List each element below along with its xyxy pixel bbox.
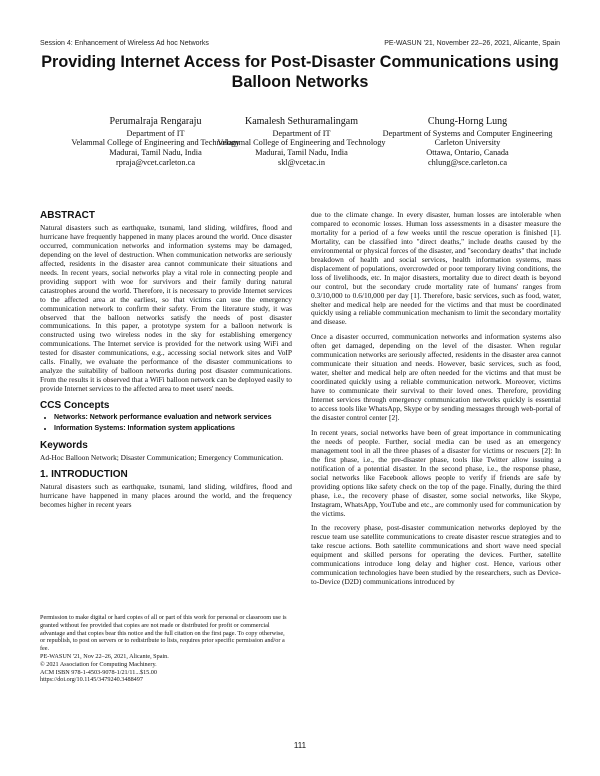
author-affiliation: Velammal College of Engineering and Technology <box>71 138 240 148</box>
author-email: skl@vcetac.in <box>277 157 326 167</box>
ccs-item: • Networks: Network performance evaluation and network services <box>54 414 292 423</box>
body-paragraph: In the recovery phase, post-disaster communication networks deployed by the rescue team use satellite communications to create disaster rescue strategies and to take rescue actions. Both satellite communications and short wave need special equipment and skilled persons for operating the devices. Further, satellite communications introduce long delay and higher cost. Hence, various other communication technologies have been studied by the researchers, such as Device-to-Device (D2D) communications introduced by <box>311 523 561 587</box>
author-affiliation: Department of IT <box>126 128 185 138</box>
body-paragraph: In recent years, social networks have been of great importance in communicating the needs of people. Further, social media can be used as an emergency management tool in all the three phases of a disaster for victims or rescuers [2]: In the first phase, i.e., the pre-disaster phase, tools like Twitter allow issuing a notification of a potential disaster. In the second phase, i.e., the response phase, social networks like Facebook allows people to verify if friends are safe by providing options like safety check on the top of the page. Finally, during the third phase, i.e., the recovery phase of disaster, some social networks, like Skype, Instagram, WhatsApp, YouTube and etc., are commonly used for communication by the victims. <box>311 427 561 518</box>
conference-line: PE-WASUN '21, Nov 22–26, 2021, Alicante, Spain. <box>40 652 169 660</box>
author-location: Ottawa, Ontario, Canada <box>426 148 509 158</box>
author-name: Kamalesh Sethuramalingam <box>244 116 359 127</box>
permission-notice: Permission to make digital or hard copies of all or part of this work for personal or classroom use is granted without fee provided that copies are not made or distributed for profit or commercial advantage and that copies bear this notice and the full citation on the first page. To copy otherwise, or republish, to post on servers or to redistribute to lists, requires prior specific permission and/or a fee. <box>40 614 287 653</box>
running-header-left: Session 4: Enhancement of Wireless Ad hoc Networks <box>40 40 209 47</box>
author-block-3 <box>380 117 555 168</box>
author-name: Chung-Horng Lung <box>427 116 508 127</box>
doi-link[interactable]: https://doi.org/10.1145/3479240.3488497 <box>40 676 143 684</box>
isbn-line: ACM ISBN 978-1-4503-9078-1/21/11...$15.00 <box>40 668 157 676</box>
author-email: rpraja@vcet.carleton.ca <box>115 157 196 167</box>
ccs-item: • Information Systems: Information system applications <box>54 425 292 434</box>
introduction-heading: 1. INTRODUCTION <box>40 468 128 480</box>
page-number: 111 <box>293 741 307 750</box>
author-location: Madurai, Tamil Nadu, India <box>255 148 348 158</box>
author-name: Perumalraja Rengaraju <box>109 116 202 127</box>
running-header-right: PE-WASUN '21, November 22–26, 2021, Alicante, Spain <box>384 40 560 47</box>
author-email: chlung@sce.carleton.ca <box>427 157 508 167</box>
body-paragraph: due to the climate change. In every disaster, human losses are intolerable when compared to economic losses. Human loss assessments in a disaster measure the mortality for a period of a few weeks until the rescue operation is finished [1]. Mortality, can be classified into "direct deaths," include deaths caused by the environmental or physical forces of the disaster, and "secondary deaths" that include breakdown of health and social services, health information systems, mass displacement of populations, overcrowded or poor temporary living conditions, the loss of livelihoods, etc. In major disasters, mortality due to direct death is beyond our control, but the secondary crude mortality rate of humans' ranges from 0.3/10,000 to 0.6/10,000 per day [1]. Therefore, basic services, such as food, water, shelter and medical help are needed for the victims and that must be coordinated quickly using a reliable communication mechanism to limit the secondary mortality and disease. <box>311 210 561 327</box>
author-block-2 <box>214 117 389 168</box>
author-affiliation: Department of Systems and Computer Engineering <box>382 128 553 138</box>
copyright-line: © 2021 Association for Computing Machinery. <box>40 660 157 668</box>
body-paragraph: Once a disaster occurred, communication networks and information systems also often get damaged, depending on the level of the disaster. When regular communication networks are seriously affected, residents in the disaster area cannot communicate their situation and needs. However, basic services, such as food, water, shelter and medical help are often needed for the victims and that must be coordinated quickly using a reliable communication network. Moreover, victims have to communicate their survival to their loved ones. Therefore, providing Internet services through emergency communication networks quickly is essential to access tools like WhatsApp, Skype or by sending messages through web-portal of the disaster control center [2]. <box>311 332 561 422</box>
ccs-heading: CCS Concepts <box>40 400 110 412</box>
author-affiliation: Velammal College of Engineering and Technology <box>217 138 386 148</box>
author-affiliation: Carleton University <box>434 138 501 148</box>
paper-title: Providing Internet Access for Post-Disaster Communications using Balloon Networks <box>41 53 559 91</box>
author-affiliation: Department of IT <box>272 128 331 138</box>
abstract-text: Natural disasters such as earthquake, tsunami, land sliding, wildfires, flood and hurricane have frequently happened in many places around the world. Once disaster occurred, communication networks and information systems may be damaged, depending on the level of destruction. When communication networks are seriously affected, residents in the disaster area cannot communicate their situations and needs. In recent years, social networks play a vital role in connecting people and providing support with woe for survivors and their family during natural catastrophes around the world. Therefore, it is necessary to provide Internet services to the affected area at the earliest, so that victims can use the emergency communication network to confirm their safety. From the literature study, it was observed that the balloon networks satisfy the needs of post disaster communications. In this paper, a prototype system for a balloon network is constructed using two wireless nodes in the sky for establishing emergency communications. The Internet service is provided for the network using WiFi and tested for disaster communications, e.g., accessing social network sites and VoIP calls. Finally, we evaluate the performance of the disaster communications to analyze the suitability of balloon networks during post disaster communications. From the results it is observed that a WiFi balloon network can be deployed easily to provide Internet services to the affected area to meet users' needs. <box>40 223 292 394</box>
right-column <box>311 211 561 593</box>
permission-block <box>40 614 290 684</box>
keywords-text: Ad-Hoc Balloon Network; Disaster Communication; Emergency Communication. <box>40 452 284 462</box>
left-column <box>40 210 292 516</box>
keywords-heading: Keywords <box>40 439 88 451</box>
author-location: Madurai, Tamil Nadu, India <box>109 148 202 158</box>
introduction-text: Natural disasters such as earthquake, tsunami, land sliding, wildfires, flood and hurricane have happened in many places around the world, and the frequency becomes higher in recent years <box>40 481 292 509</box>
abstract-heading: ABSTRACT <box>40 210 95 221</box>
ccs-list <box>40 414 292 434</box>
